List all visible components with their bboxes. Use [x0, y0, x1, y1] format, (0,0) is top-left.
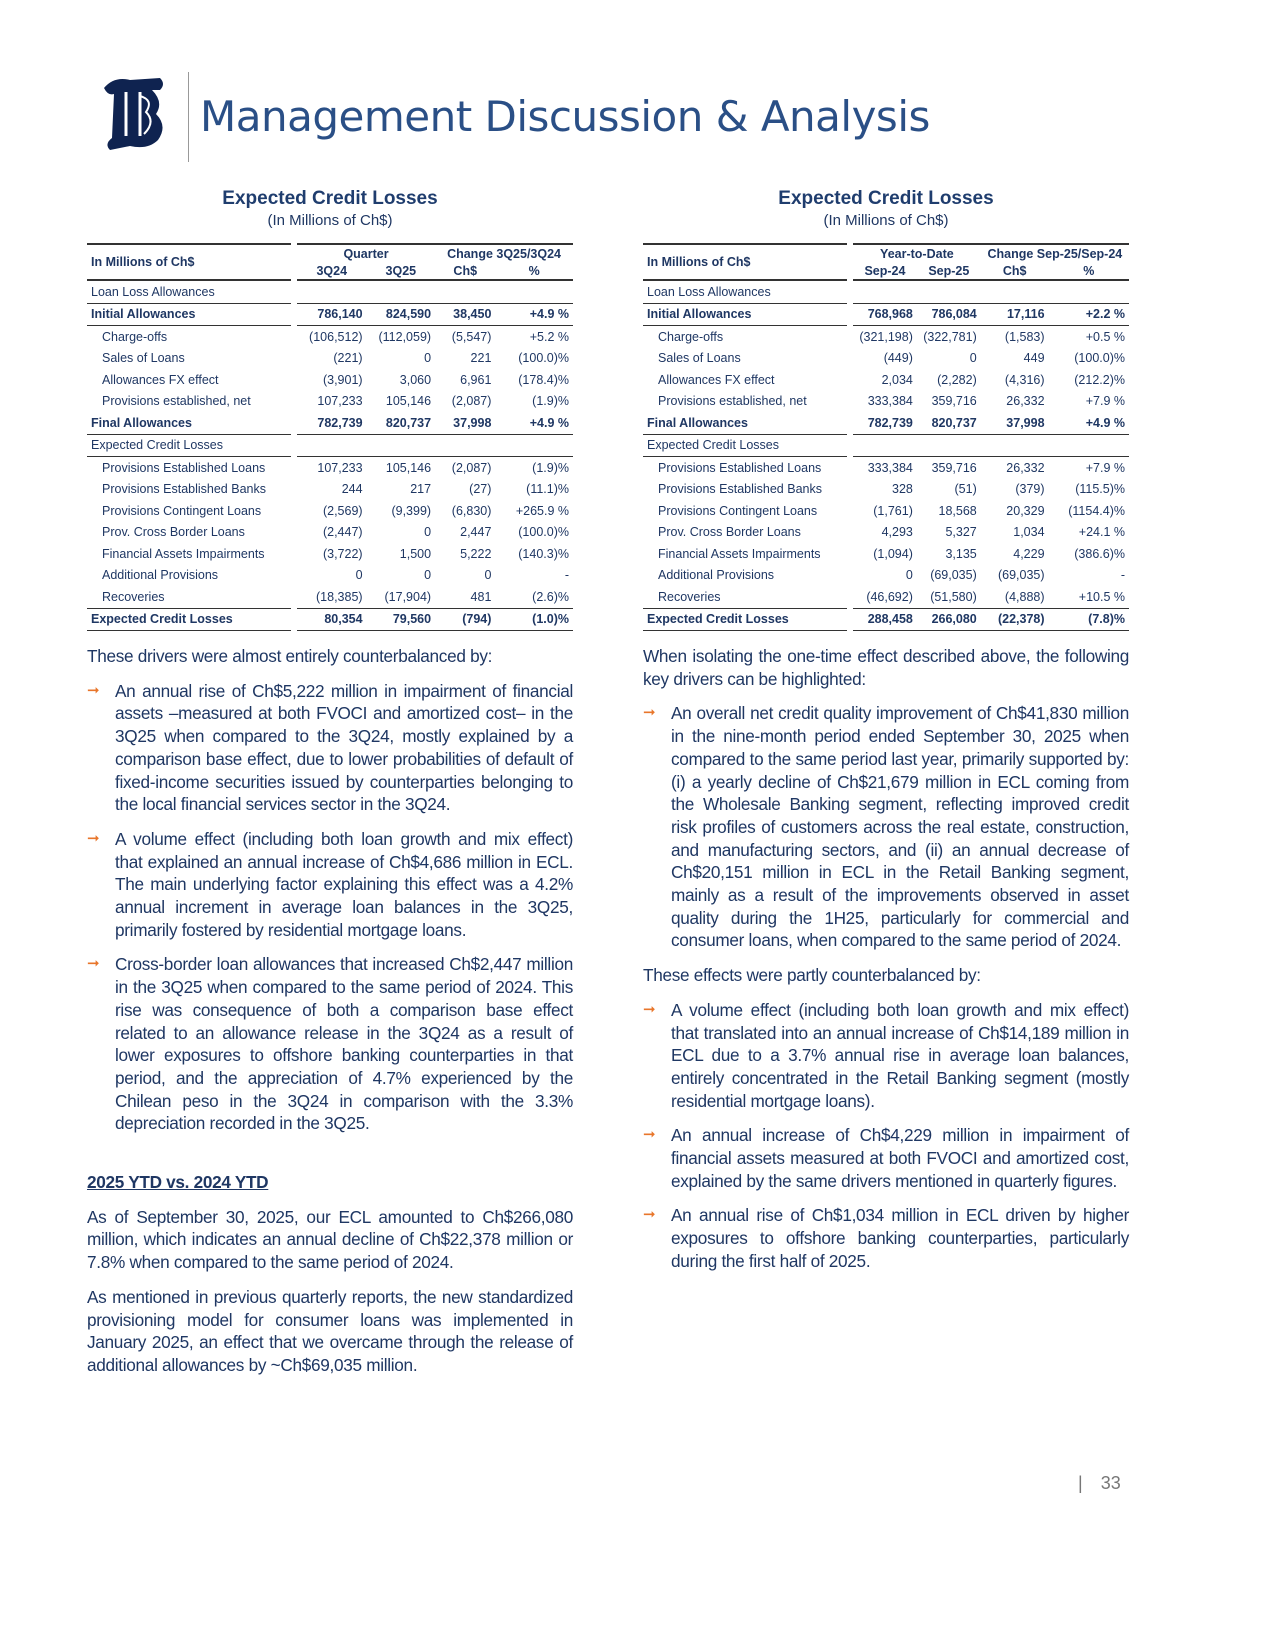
cell-value: +4.9 %	[495, 412, 573, 435]
cell-value: (100.0)%	[518, 351, 569, 366]
cell-value: 244	[341, 482, 363, 497]
cell-value: (11.1)%	[526, 482, 569, 497]
cell-value	[495, 435, 573, 458]
bullet-text: An overall net credit quality improvement of Ch$41,830 million in the nine-month period ended September 30, 2025 when compared to the same period last year, primarily supported by: (i) a yearly decline of Ch$21,679 million in ECL coming from the Wholesale Banking segment, reflecting improved credit risk profiles of customers across the real estate, construction, and manufacturing sectors, and (ii) an annual decrease of Ch$20,151 million in ECL in the Retail Banking segment, mainly as a result of the improvements observed in asset quality during the 1H25, particularly for commercial and consumer loans, when compared to the same period of 2024.	[671, 703, 1129, 951]
table-row	[87, 522, 573, 544]
cell-value	[495, 281, 573, 304]
table-title: Expected Credit Losses	[222, 188, 438, 209]
row-label: Provisions Established Loans	[658, 460, 822, 475]
paragraph: As of September 30, 2025, our ECL amounted to Ch$266,080 million, which indicates an annual decline of Ch$22,378 million or 7.8% when compared to the same period of 2024.	[87, 1206, 573, 1273]
table-row	[643, 543, 1129, 565]
table-row	[643, 369, 1129, 391]
cell-value: +7.9 %	[1085, 394, 1125, 409]
table-row	[643, 479, 1129, 501]
row-label: Loan Loss Allowances	[87, 281, 291, 304]
cell-value: 0	[424, 568, 432, 583]
row-label: Allowances FX effect	[102, 372, 219, 387]
table-row	[643, 586, 1129, 609]
column-header: Ch$	[981, 262, 1049, 281]
cell-value: 80,354	[297, 609, 367, 632]
bullet-list	[643, 702, 1129, 952]
row-header: In Millions of Ch$	[643, 243, 847, 281]
cell-value: (4,316)	[1004, 372, 1045, 387]
cell-value: (5,547)	[451, 329, 492, 344]
table-title: Expected Credit Losses	[778, 188, 994, 209]
header-divider	[188, 72, 189, 162]
table-subtitle: (In Millions of Ch$)	[823, 212, 949, 229]
row-label: Prov. Cross Border Loans	[102, 525, 245, 540]
arrow-bullet-icon: ➞	[643, 1000, 656, 1018]
cell-value: 359,716	[931, 460, 977, 475]
cell-value: 2,447	[460, 525, 492, 540]
cell-value	[435, 281, 495, 304]
table-row	[643, 500, 1129, 522]
cell-value: 26,332	[1006, 460, 1045, 475]
cell-value	[367, 281, 436, 304]
table-row	[643, 304, 1129, 327]
cell-value: (221)	[333, 351, 363, 366]
group-header: Year-to-Date	[853, 243, 981, 262]
row-label: Sales of Loans	[658, 351, 741, 366]
column-header: Ch$	[435, 262, 495, 281]
table-row	[643, 522, 1129, 544]
cell-value: 0	[484, 568, 492, 583]
table-row	[87, 326, 573, 348]
cell-value: (46,692)	[853, 586, 917, 609]
cell-value: 37,998	[981, 412, 1049, 435]
cell-value: 1,500	[399, 546, 432, 561]
cell-value: (115.5)%	[1075, 482, 1125, 497]
table-row	[87, 369, 573, 391]
cell-value: (3,722)	[322, 546, 363, 561]
group-header: Change Sep-25/Sep-24	[981, 243, 1129, 262]
cell-value: +0.5 %	[1085, 329, 1125, 344]
table-row	[643, 348, 1129, 370]
cell-value: (1.9)%	[532, 394, 569, 409]
cell-value: 786,084	[917, 304, 981, 327]
cell-value: (1,761)	[873, 503, 913, 518]
cell-value: 17,116	[981, 304, 1049, 327]
cell-value: (322,781)	[923, 329, 977, 344]
cell-value: (69,035)	[997, 568, 1045, 583]
cell-value: 0	[969, 351, 977, 366]
row-label: Recoveries	[643, 586, 847, 609]
cell-value	[853, 435, 917, 458]
bullet-text: Cross-border loan allowances that increased Ch$2,447 million in the 3Q25 when compared to the same period of 2024. This rise was consequence of both a comparison base effect related to an allowance release in the 3Q24 as a result of lower exposures to offshore banking counterparties in that period, and the appreciation of 4.7% experienced by the Chilean peso in the 3Q24 in comparison with the 3.3% depreciation recorded in the 3Q25.	[115, 954, 573, 1134]
row-header: In Millions of Ch$	[87, 243, 291, 281]
section-heading: 2025 YTD vs. 2024 YTD	[87, 1172, 269, 1193]
intro-paragraph: These effects were partly counterbalanced by:	[643, 965, 981, 986]
bullet-item	[643, 1204, 1129, 1272]
cell-value: 3,060	[399, 372, 432, 387]
row-label: Charge-offs	[658, 329, 724, 344]
row-label: Allowances FX effect	[658, 372, 775, 387]
cell-value: (3,901)	[322, 372, 363, 387]
cell-value: (100.0)%	[1074, 351, 1125, 366]
cell-value: 266,080	[917, 609, 981, 632]
cell-value: 333,384	[867, 460, 913, 475]
row-label: Final Allowances	[87, 412, 291, 435]
cell-value: 0	[905, 568, 913, 583]
cell-value: +10.5 %	[1049, 586, 1129, 609]
cell-value: (2.6)%	[495, 586, 573, 609]
bullet-item	[643, 1124, 1129, 1192]
cell-value: -	[1120, 568, 1125, 583]
cell-value: +5.2 %	[529, 329, 569, 344]
cell-value: 37,998	[435, 412, 495, 435]
cell-value: 481	[435, 586, 495, 609]
row-label: Provisions Established Banks	[102, 482, 266, 497]
column-header: %	[495, 262, 573, 281]
column-header: 3Q24	[297, 262, 367, 281]
cell-value: 449	[1023, 351, 1045, 366]
cell-value: (449)	[883, 351, 913, 366]
cell-value	[917, 435, 981, 458]
cell-value: 79,560	[367, 609, 436, 632]
column-header: Sep-24	[853, 262, 917, 281]
table-row	[643, 281, 1129, 304]
row-label: Additional Provisions	[102, 568, 219, 583]
cell-value: (7.8)%	[1049, 609, 1129, 632]
bullet-text: An annual increase of Ch$4,229 million in impairment of financial assets measured at both FVOCI and amortized cost, explained by the same drivers mentioned in quarterly figures.	[671, 1125, 1129, 1191]
cell-value: (1.0)%	[495, 609, 573, 632]
cell-value: 4,229	[1013, 546, 1045, 561]
row-label: Charge-offs	[102, 329, 168, 344]
cell-value	[1049, 435, 1129, 458]
column-header: Sep-25	[917, 262, 981, 281]
cell-value: 0	[424, 525, 432, 540]
table-row	[643, 435, 1129, 458]
ecl-quarter-table	[87, 243, 573, 631]
cell-value: 782,739	[853, 412, 917, 435]
table-row	[87, 391, 573, 413]
cell-value: 782,739	[297, 412, 367, 435]
cell-value: (794)	[435, 609, 495, 632]
row-label: Final Allowances	[643, 412, 847, 435]
cell-value: (2,087)	[451, 394, 492, 409]
cell-value: 105,146	[385, 460, 432, 475]
cell-value	[853, 281, 917, 304]
cell-value: (386.6)%	[1074, 546, 1125, 561]
cell-value: 820,737	[367, 412, 436, 435]
bullet-list	[643, 999, 1129, 1273]
cell-value: 824,590	[367, 304, 436, 327]
row-label: Additional Provisions	[658, 568, 775, 583]
cell-value: (106,512)	[309, 329, 363, 344]
bullet-text: An annual rise of Ch$1,034 million in ECL driven by higher exposures to offshore banking counterparties, particularly during the first half of 2025.	[671, 1205, 1129, 1271]
bullet-list	[87, 680, 573, 1135]
cell-value: 820,737	[917, 412, 981, 435]
cell-value: 768,968	[853, 304, 917, 327]
cell-value: 221	[470, 351, 492, 366]
cell-value: 4,293	[881, 525, 913, 540]
cell-value: (1.9)%	[532, 460, 569, 475]
row-label: Expected Credit Losses	[643, 435, 847, 458]
cell-value: +4.9 %	[495, 304, 573, 327]
cell-value: 333,384	[867, 394, 913, 409]
column-header: %	[1049, 262, 1129, 281]
cell-value: (17,904)	[367, 586, 436, 609]
cell-value	[435, 435, 495, 458]
cell-value: 2,034	[881, 372, 913, 387]
arrow-bullet-icon: ➞	[87, 829, 100, 847]
row-label: Provisions Established Loans	[102, 460, 266, 475]
cell-value: 1,034	[1013, 525, 1045, 540]
cell-value: +265.9 %	[515, 503, 569, 518]
right-text	[643, 645, 1129, 1273]
cell-value: 5,327	[945, 525, 977, 540]
cell-value: -	[564, 568, 569, 583]
row-label: Provisions established, net	[658, 394, 807, 409]
bullet-text: A volume effect (including both loan growth and mix effect) that explained an annual increase of Ch$4,686 million in ECL. The main underlying factor explaining this effect was a 4.2% annual increment in average loan balances in the 3Q25, primarily fostered by residential mortgage loans.	[115, 828, 573, 940]
cell-value: (2,282)	[937, 372, 977, 387]
arrow-bullet-icon: ➞	[87, 955, 100, 973]
right-column	[643, 188, 1129, 1285]
row-label: Recoveries	[87, 586, 291, 609]
row-label: Financial Assets Impairments	[102, 546, 265, 561]
bullet-item	[87, 828, 573, 942]
cell-value: (2,447)	[322, 525, 363, 540]
bank-logo-icon	[100, 74, 168, 152]
table-row	[87, 479, 573, 501]
cell-value: 107,233	[317, 460, 363, 475]
table-row	[87, 348, 573, 370]
left-text	[87, 645, 573, 1377]
table-row	[87, 304, 573, 327]
row-label: Financial Assets Impairments	[658, 546, 821, 561]
row-label: Loan Loss Allowances	[643, 281, 847, 304]
bullet-item	[643, 999, 1129, 1113]
row-label: Provisions Contingent Loans	[102, 503, 262, 518]
cell-value	[297, 281, 367, 304]
bullet-item	[87, 953, 573, 1135]
row-label: Provisions Established Banks	[658, 482, 822, 497]
cell-value: (1,583)	[1004, 329, 1045, 344]
cell-value: (1,094)	[873, 546, 913, 561]
row-label: Prov. Cross Border Loans	[658, 525, 801, 540]
cell-value: (140.3)%	[518, 546, 569, 561]
row-label: Initial Allowances	[643, 304, 847, 327]
row-label: Expected Credit Losses	[87, 435, 291, 458]
table-row	[643, 609, 1129, 632]
row-label: Expected Credit Losses	[643, 609, 847, 632]
cell-value	[297, 435, 367, 458]
cell-value: 359,716	[931, 394, 977, 409]
cell-value	[981, 281, 1049, 304]
cell-value: 0	[424, 351, 432, 366]
cell-value: (2,569)	[322, 503, 363, 518]
group-header: Change 3Q25/3Q24	[435, 243, 573, 262]
cell-value: 288,458	[853, 609, 917, 632]
table-row	[87, 543, 573, 565]
cell-value: (27)	[469, 482, 492, 497]
table-row	[87, 586, 573, 609]
table-row	[87, 500, 573, 522]
table-subtitle: (In Millions of Ch$)	[267, 212, 393, 229]
bullet-text: An annual rise of Ch$5,222 million in impairment of financial assets –measured at both FVOCI and amortized cost– in the 3Q25 when compared to the 3Q24, mostly explained by a comparison base effect, due to lower probabilities of default of fixed-income securities issued by counterparties belonging to the local financial services sector in the 3Q24.	[115, 680, 573, 815]
cell-value: (51)	[954, 482, 977, 497]
cell-value: (6,830)	[451, 503, 492, 518]
cell-value: (22,378)	[981, 609, 1049, 632]
cell-value: (18,385)	[297, 586, 367, 609]
row-label: Provisions Contingent Loans	[658, 503, 818, 518]
row-label: Sales of Loans	[102, 351, 185, 366]
cell-value: 786,140	[297, 304, 367, 327]
bullet-item	[87, 680, 573, 816]
bullet-item	[643, 702, 1129, 952]
table-row	[87, 435, 573, 458]
table-row	[87, 412, 573, 435]
cell-value: 20,329	[1006, 503, 1045, 518]
row-label: Expected Credit Losses	[87, 609, 291, 632]
cell-value: (1154.4)%	[1068, 503, 1125, 518]
cell-value: (2,087)	[451, 460, 492, 475]
cell-value: 328	[892, 482, 913, 497]
arrow-bullet-icon: ➞	[643, 1126, 656, 1144]
cell-value: +4.9 %	[1049, 412, 1129, 435]
cell-value: 5,222	[460, 546, 492, 561]
page-title: Management Discussion & Analysis	[200, 92, 930, 141]
cell-value: (379)	[1015, 482, 1045, 497]
ecl-ytd-table	[643, 243, 1129, 631]
cell-value: 105,146	[385, 394, 432, 409]
cell-value: (4,888)	[981, 586, 1049, 609]
intro-paragraph: When isolating the one-time effect described above, the following key drivers can be highlighted:	[643, 646, 1129, 689]
cell-value: 38,450	[435, 304, 495, 327]
cell-value: 3,135	[945, 546, 977, 561]
paragraph: As mentioned in previous quarterly reports, the new standardized provisioning model for consumer loans was implemented in January 2025, an effect that we overcame through the release of additional allowances by ~Ch$69,035 million.	[87, 1286, 573, 1375]
intro-paragraph: These drivers were almost entirely counterbalanced by:	[87, 646, 493, 666]
table-row	[643, 412, 1129, 435]
group-header: Quarter	[297, 243, 435, 262]
cell-value: 0	[355, 568, 363, 583]
cell-value: (51,580)	[917, 586, 981, 609]
cell-value: (100.0)%	[518, 525, 569, 540]
cell-value: (9,399)	[391, 503, 432, 518]
arrow-bullet-icon: ➞	[87, 681, 100, 699]
page-number: | 33	[1078, 1473, 1121, 1493]
cell-value: 26,332	[1006, 394, 1045, 409]
table-row	[87, 457, 573, 479]
cell-value	[981, 435, 1049, 458]
cell-value	[917, 281, 981, 304]
cell-value: (321,198)	[859, 329, 913, 344]
left-column	[87, 188, 573, 1389]
cell-value: (112,059)	[378, 329, 432, 344]
cell-value: +7.9 %	[1085, 460, 1125, 475]
cell-value: 107,233	[317, 394, 363, 409]
table-row	[87, 281, 573, 304]
table-row	[643, 565, 1129, 587]
column-header: 3Q25	[367, 262, 436, 281]
row-label: Provisions established, net	[102, 394, 251, 409]
cell-value: (178.4)%	[518, 372, 569, 387]
row-label: Initial Allowances	[87, 304, 291, 327]
arrow-bullet-icon: ➞	[643, 1206, 656, 1224]
cell-value: (69,035)	[930, 568, 977, 583]
cell-value: 217	[410, 482, 432, 497]
arrow-bullet-icon: ➞	[643, 704, 656, 722]
cell-value	[367, 435, 436, 458]
table-row	[643, 457, 1129, 479]
bullet-text: A volume effect (including both loan growth and mix effect) that translated into an annual increase of Ch$14,189 million in ECL due to a 3.7% annual rise in average loan balances, entirely concentrated in the Retail Banking segment (mostly residential mortgage loans).	[671, 999, 1129, 1111]
cell-value: 18,568	[938, 503, 977, 518]
cell-value: +2.2 %	[1049, 304, 1129, 327]
cell-value	[1049, 281, 1129, 304]
cell-value: +24.1 %	[1078, 525, 1125, 540]
table-row	[643, 391, 1129, 413]
cell-value: 6,961	[460, 372, 492, 387]
table-row	[87, 609, 573, 632]
cell-value: (212.2)%	[1074, 372, 1125, 387]
table-row	[643, 326, 1129, 348]
table-row	[87, 565, 573, 587]
